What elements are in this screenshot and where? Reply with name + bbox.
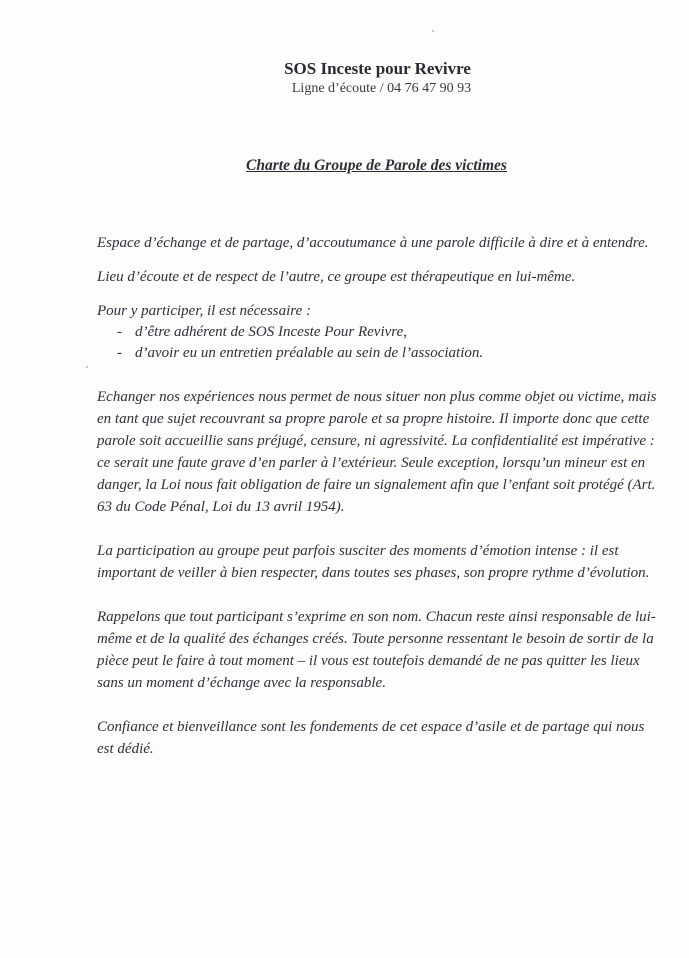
list-item: - d’avoir eu un entretien préalable au sein de l’association. <box>117 343 657 364</box>
paragraph-trust: Confiance et bienveillance sont les fondements de cet espace d’asile et de partage qui nous est dédié. <box>97 719 645 757</box>
charter-body <box>97 232 657 760</box>
charter-title: Charte du Groupe de Parole des victimes <box>246 157 507 174</box>
charter-title-block <box>0 157 689 175</box>
document-header <box>0 58 689 98</box>
paragraph-experiences: Echanger nos expériences nous permet de nous situer non plus comme objet ou victime, mais en tant que sujet recouvrant sa propre parole et sa propre histoire. Il importe donc que cette parole soit accueillie sans préjugé, censure, ni agressivité. La confidentialité est impérative : ce serait une faute grave d’en parler à l’extérieur. Seule exception, lorsqu’un mineur est en danger, la Loi nous fait obligation de faire un signalement afin que l’enfant soit protégé (Art. 63 du Code Pénal, Loi du 13 avril 1954). <box>97 389 657 515</box>
scan-speck <box>432 30 434 32</box>
paragraph-participation-intro: Pour y participer, il est nécessaire : <box>97 303 311 319</box>
organization-name: SOS Inceste pour Revivre <box>284 59 471 78</box>
paragraph-emotion: La participation au groupe peut parfois susciter des moments d’émotion intense : il est important de veiller à bien respecter, dans toutes ses phases, son propre rythme d’évolution. <box>97 543 650 581</box>
paragraph-responsibility: Rappelons que tout participant s’exprime en son nom. Chacun reste ainsi responsable de lui-même et de la qualité des échanges créés. Toute personne ressentant le besoin de sortir de la pièce peut le faire à tout moment – il vous est toutefois demandé de ne pas quitter les lieux sans un moment d’échange avec la responsable. <box>97 609 656 691</box>
paragraph-listening-place: Lieu d’écoute et de respect de l’autre, ce groupe est thérapeutique en lui-même. <box>97 269 576 285</box>
scan-speck <box>86 366 88 368</box>
hotline-number: Ligne d’écoute / 04 76 47 90 93 <box>291 81 472 96</box>
paragraph-exchange-space: Espace d’échange et de partage, d’accoutumance à une parole difficile à dire et à entendre. <box>97 235 649 251</box>
participation-requirements-list <box>97 322 657 364</box>
list-item: - d’être adhérent de SOS Inceste Pour Revivre, <box>117 322 657 343</box>
